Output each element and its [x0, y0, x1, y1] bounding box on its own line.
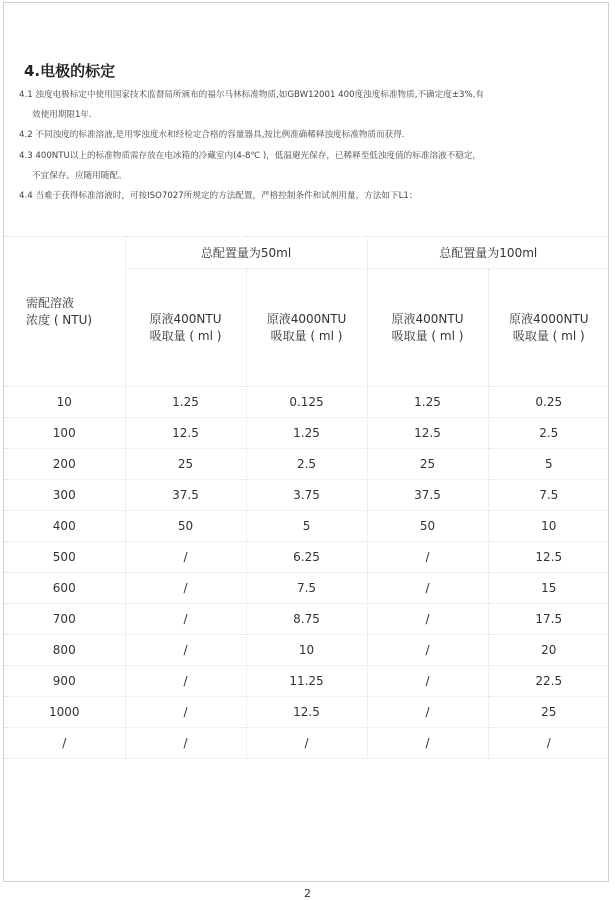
volume-cell: / [246, 728, 367, 759]
concentration-cell: 10 [4, 387, 125, 418]
concentration-cell: / [4, 728, 125, 759]
dilution-table [4, 236, 609, 759]
paragraph-line: 4.3 400NTU以上的标准物质需存放在电冰箱的冷藏室内(4-8℃ )，低温避光保存，已稀释至低浊度值的标准溶液不稳定， [19, 151, 482, 161]
page-number: 2 [304, 887, 311, 900]
volume-cell: / [125, 728, 246, 759]
sub-header [488, 269, 609, 387]
volume-cell: / [125, 635, 246, 666]
sub-header-line: 原液4000NTU [266, 311, 347, 326]
volume-cell: 2.5 [488, 418, 609, 449]
table-row [4, 418, 609, 449]
concentration-cell: 700 [4, 604, 125, 635]
volume-cell: 0.125 [246, 387, 367, 418]
volume-cell: 12.5 [367, 418, 488, 449]
volume-cell: / [125, 604, 246, 635]
concentration-header [4, 237, 125, 387]
sub-header-line: 吸取量 ( ml ) [512, 328, 585, 343]
header-row-groups [4, 237, 609, 269]
volume-cell: 0.25 [488, 387, 609, 418]
volume-cell: 5 [488, 449, 609, 480]
sub-header-line: 吸取量 ( ml ) [270, 328, 343, 343]
volume-cell: 15 [488, 573, 609, 604]
header-line: 浓度 ( NTU) [26, 312, 93, 327]
table-row [4, 480, 609, 511]
paragraph-line: 4.2 不同浊度的标准溶液,是用零浊度水和经检定合格的容量器具,按比例准确稀释浊度标准物质而获得. [19, 130, 405, 140]
paragraph-continuation: 效使用期限1年. [32, 110, 92, 120]
table-row [4, 635, 609, 666]
concentration-cell: 200 [4, 449, 125, 480]
volume-cell: / [367, 666, 488, 697]
table-row [4, 666, 609, 697]
volume-cell: / [367, 728, 488, 759]
volume-cell: 8.75 [246, 604, 367, 635]
concentration-cell: 500 [4, 542, 125, 573]
sub-header [367, 269, 488, 387]
volume-cell: 25 [488, 697, 609, 728]
volume-cell: 7.5 [488, 480, 609, 511]
table-row [4, 511, 609, 542]
paragraph-line: 4.4 当难于获得标准溶液时，可按ISO7027所规定的方法配置，严格控制条件和试剂用量，方法如下L1： [19, 191, 418, 201]
volume-cell: 25 [367, 449, 488, 480]
volume-cell: 22.5 [488, 666, 609, 697]
table-row [4, 387, 609, 418]
volume-cell: / [367, 697, 488, 728]
volume-cell: 6.25 [246, 542, 367, 573]
table-row [4, 697, 609, 728]
paragraph-4-3 [19, 150, 599, 183]
volume-cell: / [367, 542, 488, 573]
volume-cell: / [125, 666, 246, 697]
volume-cell: 25 [125, 449, 246, 480]
concentration-cell: 600 [4, 573, 125, 604]
volume-cell: / [367, 604, 488, 635]
concentration-cell: 900 [4, 666, 125, 697]
header-line: 需配溶液 [26, 295, 75, 310]
sub-header [246, 269, 367, 387]
volume-cell: / [125, 697, 246, 728]
volume-cell: / [125, 542, 246, 573]
sub-header-line: 吸取量 ( ml ) [149, 328, 222, 343]
paragraph-line: 4.1 浊度电极标定中使用国家技术监督局所颁布的福尔马林标准物质,如GBW12001 400度浊度标准物质,不确定度±3%,有 [19, 90, 484, 100]
volume-cell: 1.25 [125, 387, 246, 418]
volume-cell: 17.5 [488, 604, 609, 635]
sub-header-line: 原液400NTU [391, 311, 464, 326]
volume-cell: / [367, 573, 488, 604]
volume-cell: 3.75 [246, 480, 367, 511]
sub-header [125, 269, 246, 387]
volume-cell: 12.5 [246, 697, 367, 728]
sub-header-line: 原液4000NTU [508, 311, 589, 326]
volume-cell: / [367, 635, 488, 666]
concentration-cell: 800 [4, 635, 125, 666]
concentration-cell: 300 [4, 480, 125, 511]
paragraph-4-2 [19, 129, 599, 142]
volume-cell: 2.5 [246, 449, 367, 480]
concentration-cell: 1000 [4, 697, 125, 728]
volume-cell: 12.5 [488, 542, 609, 573]
sub-header-line: 吸取量 ( ml ) [391, 328, 464, 343]
volume-cell: 10 [488, 511, 609, 542]
table-row [4, 728, 609, 759]
concentration-cell: 400 [4, 511, 125, 542]
table-row [4, 542, 609, 573]
group-header-50ml: 总配置量为50ml [125, 237, 367, 269]
paragraph-4-1 [19, 89, 599, 122]
volume-cell: 20 [488, 635, 609, 666]
volume-cell: 12.5 [125, 418, 246, 449]
paragraph-4-4 [19, 190, 599, 203]
group-header-100ml: 总配置量为100ml [367, 237, 609, 269]
volume-cell: 10 [246, 635, 367, 666]
paragraph-continuation: 不宜保存，应随用随配。 [32, 171, 127, 181]
volume-cell: 37.5 [367, 480, 488, 511]
concentration-cell: 100 [4, 418, 125, 449]
section-title: 4.电极的标定 [24, 62, 116, 80]
volume-cell: 50 [125, 511, 246, 542]
table-row [4, 604, 609, 635]
sub-header-line: 原液400NTU [149, 311, 222, 326]
volume-cell: 50 [367, 511, 488, 542]
table-row [4, 449, 609, 480]
volume-cell: 5 [246, 511, 367, 542]
table-row [4, 573, 609, 604]
volume-cell: 7.5 [246, 573, 367, 604]
volume-cell: / [125, 573, 246, 604]
volume-cell: 11.25 [246, 666, 367, 697]
volume-cell: / [488, 728, 609, 759]
volume-cell: 37.5 [125, 480, 246, 511]
volume-cell: 1.25 [367, 387, 488, 418]
volume-cell: 1.25 [246, 418, 367, 449]
